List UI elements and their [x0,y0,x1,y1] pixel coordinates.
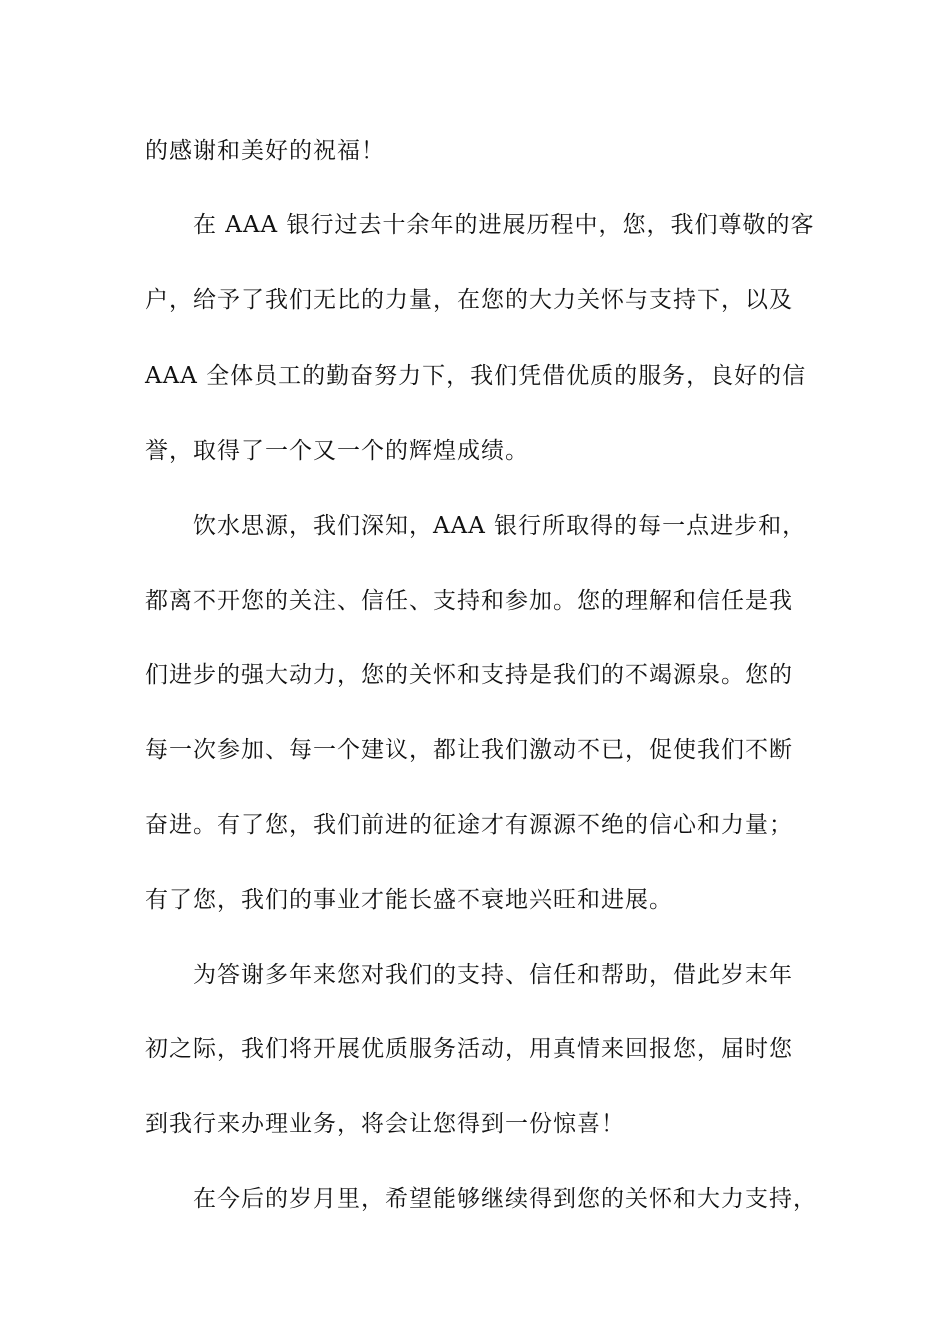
paragraph-start-line: 在 AAA 银行过去十余年的进展历程中，您，我们尊敬的客 [193,212,815,238]
text-line: 们进步的强大动力，您的关怀和支持是我们的不竭源泉。您的 [145,662,793,688]
paragraph-start-line: 为答谢多年来您对我们的支持、信任和帮助，借此岁末年 [193,962,793,988]
paragraph-start-line: 在今后的岁月里，希望能够继续得到您的关怀和大力支持， [193,1186,817,1212]
text-line: 户，给予了我们无比的力量，在您的大力关怀与支持下，以及 [145,287,793,313]
text-line: 每一次参加、每一个建议，都让我们激动不已，促使我们不断 [145,737,793,763]
text-line: 奋进。有了您，我们前进的征途才有源源不绝的信心和力量； [145,812,793,838]
text-line: 誉，取得了一个又一个的辉煌成绩。 [145,438,529,464]
text-line: 都离不开您的关注、信任、支持和参加。您的理解和信任是我 [145,588,793,614]
text-line: 的感谢和美好的祝福！ [145,138,385,164]
text-line: 到我行来办理业务，将会让您得到一份惊喜！ [145,1111,625,1137]
text-line: 有了您，我们的事业才能长盛不衰地兴旺和进展。 [145,887,673,913]
paragraph-start-line: 饮水思源，我们深知，AAA 银行所取得的每一点进步和， [193,513,807,539]
text-line: AAA 全体员工的勤奋努力下，我们凭借优质的服务，良好的信 [145,363,807,389]
text-line: 初之际，我们将开展优质服务活动，用真情来回报您，届时您 [145,1036,793,1062]
